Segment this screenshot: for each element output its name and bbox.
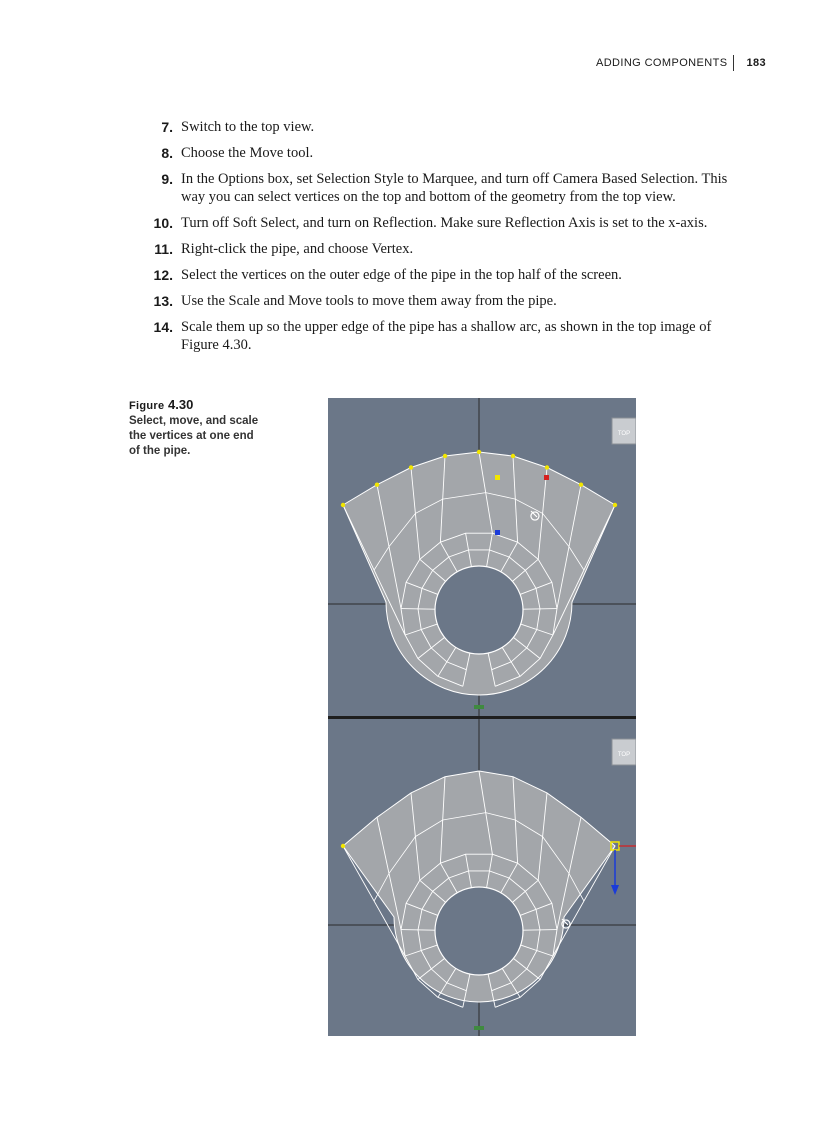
pipe-hole <box>435 887 523 975</box>
panel-divider <box>328 716 636 719</box>
step-number: 12. <box>153 267 173 283</box>
selected-vertex <box>341 503 345 507</box>
viewport-panel-top <box>328 398 636 716</box>
mesh-edge <box>401 930 435 931</box>
step-number: 14. <box>153 319 173 335</box>
selected-vertex <box>409 465 413 469</box>
step-number: 11. <box>154 241 173 257</box>
step-item <box>136 170 748 206</box>
step-text: Switch to the top view. <box>181 119 315 135</box>
figure-label-number: 4.30 <box>168 397 194 412</box>
figure-4-30 <box>328 398 636 1036</box>
origin-marker <box>474 1026 484 1030</box>
step-text: Right-click the pipe, and choose Vertex. <box>181 241 414 257</box>
selected-vertex <box>545 465 549 469</box>
step-number: 8. <box>161 145 173 161</box>
running-head-section: ADDING COMPONENTS <box>596 55 734 71</box>
step-text: In the Options box, set Selection Style to Marquee, and turn off Camera Based Selection. This way you can select vertices on the top and bottom of the geometry from the top view. <box>181 171 728 205</box>
step-number: 10. <box>153 215 173 231</box>
selected-vertex <box>613 503 617 507</box>
step-number: 7. <box>161 119 173 135</box>
step-text: Turn off Soft Select, and turn on Reflection. Make sure Reflection Axis is set to the x-axis. <box>181 215 708 231</box>
step-item <box>136 292 748 310</box>
figure-label-word: Figure <box>129 400 165 412</box>
step-number: 9. <box>161 171 173 187</box>
step-item <box>136 118 748 136</box>
step-text: Use the Scale and Move tools to move them away from the pipe. <box>181 293 557 309</box>
mesh-edge <box>523 930 557 931</box>
step-item <box>136 240 748 258</box>
selected-vertex <box>477 450 481 454</box>
step-text: Select the vertices on the outer edge of the pipe in the top half of the screen. <box>181 267 622 283</box>
mesh-edge <box>523 609 557 610</box>
selected-vertex <box>375 483 379 487</box>
manipulator-x-handle <box>544 475 549 480</box>
figure-caption-text: Select, move, and scale the vertices at one end of the pipe. <box>129 415 259 457</box>
viewport-panel-bottom <box>328 719 636 1036</box>
view-cube-label: TOP <box>617 752 631 758</box>
view-cube-label: TOP <box>617 431 631 437</box>
pipe-hole <box>435 566 523 654</box>
step-number: 13. <box>153 293 173 309</box>
viewport-screenshots <box>328 398 636 1036</box>
step-item <box>136 214 748 232</box>
selected-vertex <box>341 844 345 848</box>
step-item <box>136 266 748 284</box>
step-text: Scale them up so the upper edge of the pipe has a shallow arc, as shown in the top image of Figure 4.30. <box>181 319 712 353</box>
step-item <box>136 144 748 162</box>
selected-vertex <box>579 483 583 487</box>
page-number: 183 <box>746 57 766 69</box>
move-manipulator-handle <box>495 475 500 480</box>
step-text: Choose the Move tool. <box>181 145 314 161</box>
selected-vertex <box>511 454 515 458</box>
figure-label <box>129 397 259 412</box>
step-list <box>136 118 748 362</box>
origin-marker <box>474 705 484 709</box>
mesh-edge <box>401 609 435 610</box>
selected-vertex <box>443 454 447 458</box>
manipulator-y-handle <box>495 530 500 535</box>
step-item <box>136 318 748 354</box>
running-head <box>596 55 766 71</box>
figure-caption <box>129 397 259 459</box>
